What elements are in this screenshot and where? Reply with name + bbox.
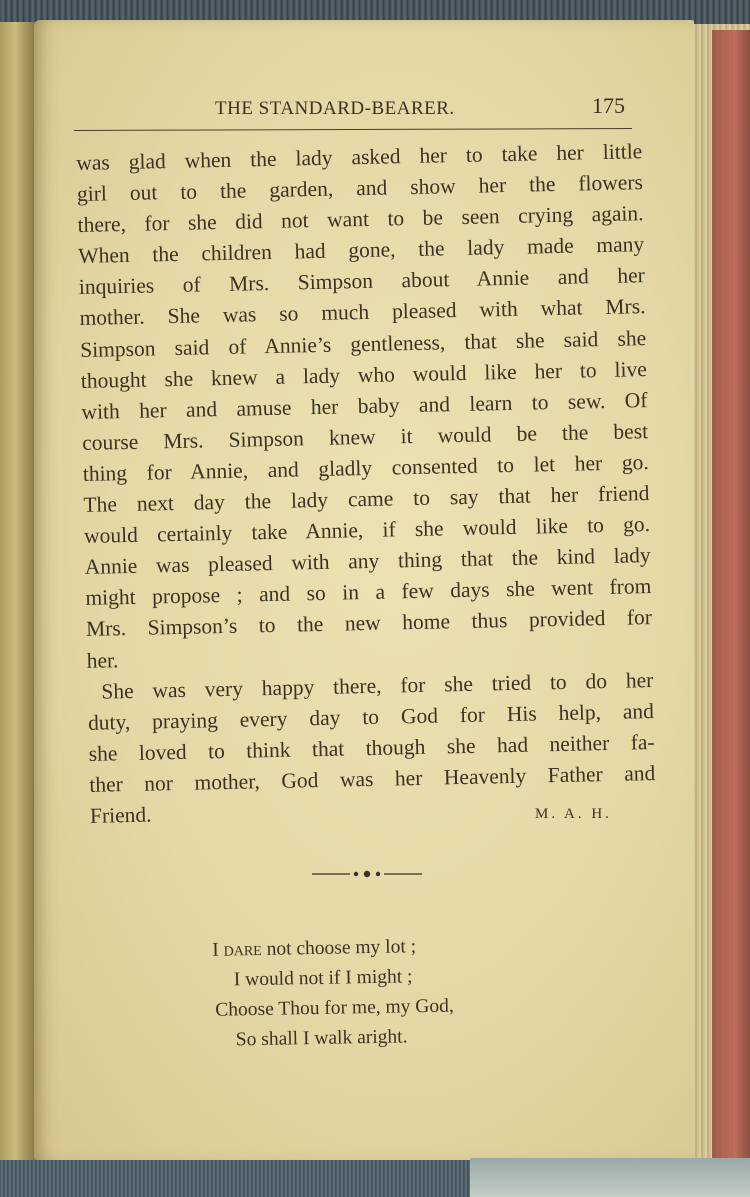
author-signature: M. A. H.	[535, 806, 612, 822]
text-line: Friend.	[89, 802, 152, 828]
text-line: thing for Annie, and gladly consented to let her go.	[82, 450, 649, 486]
poem-line: So shall I walk aright.	[235, 1026, 408, 1051]
text-line: mother. She was so much pleased with what Mrs.	[79, 294, 646, 331]
book-red-edge	[712, 30, 750, 1160]
text-line: ther nor mother, God was her Heavenly Father and	[89, 760, 656, 797]
text-line: was glad when the lady asked her to take her little	[76, 139, 643, 175]
text-line: course Mrs. Simpson knew it would be the best	[81, 418, 649, 455]
text-line: might propose ; and so in a few days she went from	[85, 574, 652, 611]
text-line: her.	[86, 647, 119, 673]
text-line: Simpson said of Annie’s gentleness, that she said she	[79, 325, 647, 362]
text-line: The next day the lady came to say that her friend	[83, 481, 650, 517]
text-line: she loved to think that though she had neither fa-	[88, 729, 655, 766]
running-title: THE STANDARD-BEARER.	[215, 98, 455, 119]
text-line: Annie was pleased with any thing that the kind lady	[84, 543, 651, 580]
poem-line-rest: not choose my lot ;	[261, 936, 417, 960]
text-line: there, for she did not want to be seen crying again.	[77, 201, 644, 238]
poem-line: Choose Thou for me, my God,	[215, 995, 454, 1021]
text-line: duty, praying every day to God for His help, and	[87, 698, 655, 735]
text-line: girl out to the garden, and show her the flowers	[76, 170, 644, 207]
text-line: with her and amuse her baby and learn to sew. Of	[81, 387, 648, 424]
text-line: would certainly take Annie, if she would like to go.	[83, 512, 651, 549]
book-gutter	[0, 22, 38, 1162]
body-text	[76, 136, 660, 832]
poem-line: I would not if I might ;	[233, 966, 413, 991]
ornament-divider-icon	[312, 864, 422, 884]
poem-initial: I	[212, 939, 224, 961]
page-number: 175	[592, 93, 625, 118]
text-line: inquiries of Mrs. Simpson about Annie and her	[78, 263, 646, 300]
text-line: She was very happy there, for she tried to do her	[101, 667, 654, 704]
text-line: thought she knew a lady who would like her to live	[80, 356, 647, 393]
text-line: When the children had gone, the lady made many	[78, 232, 645, 269]
poem-smallcaps: dare	[223, 938, 262, 961]
scan-background	[470, 1158, 750, 1197]
text-line: Mrs. Simpson’s to the new home thus provided for	[85, 605, 653, 642]
poem	[200, 930, 532, 1056]
